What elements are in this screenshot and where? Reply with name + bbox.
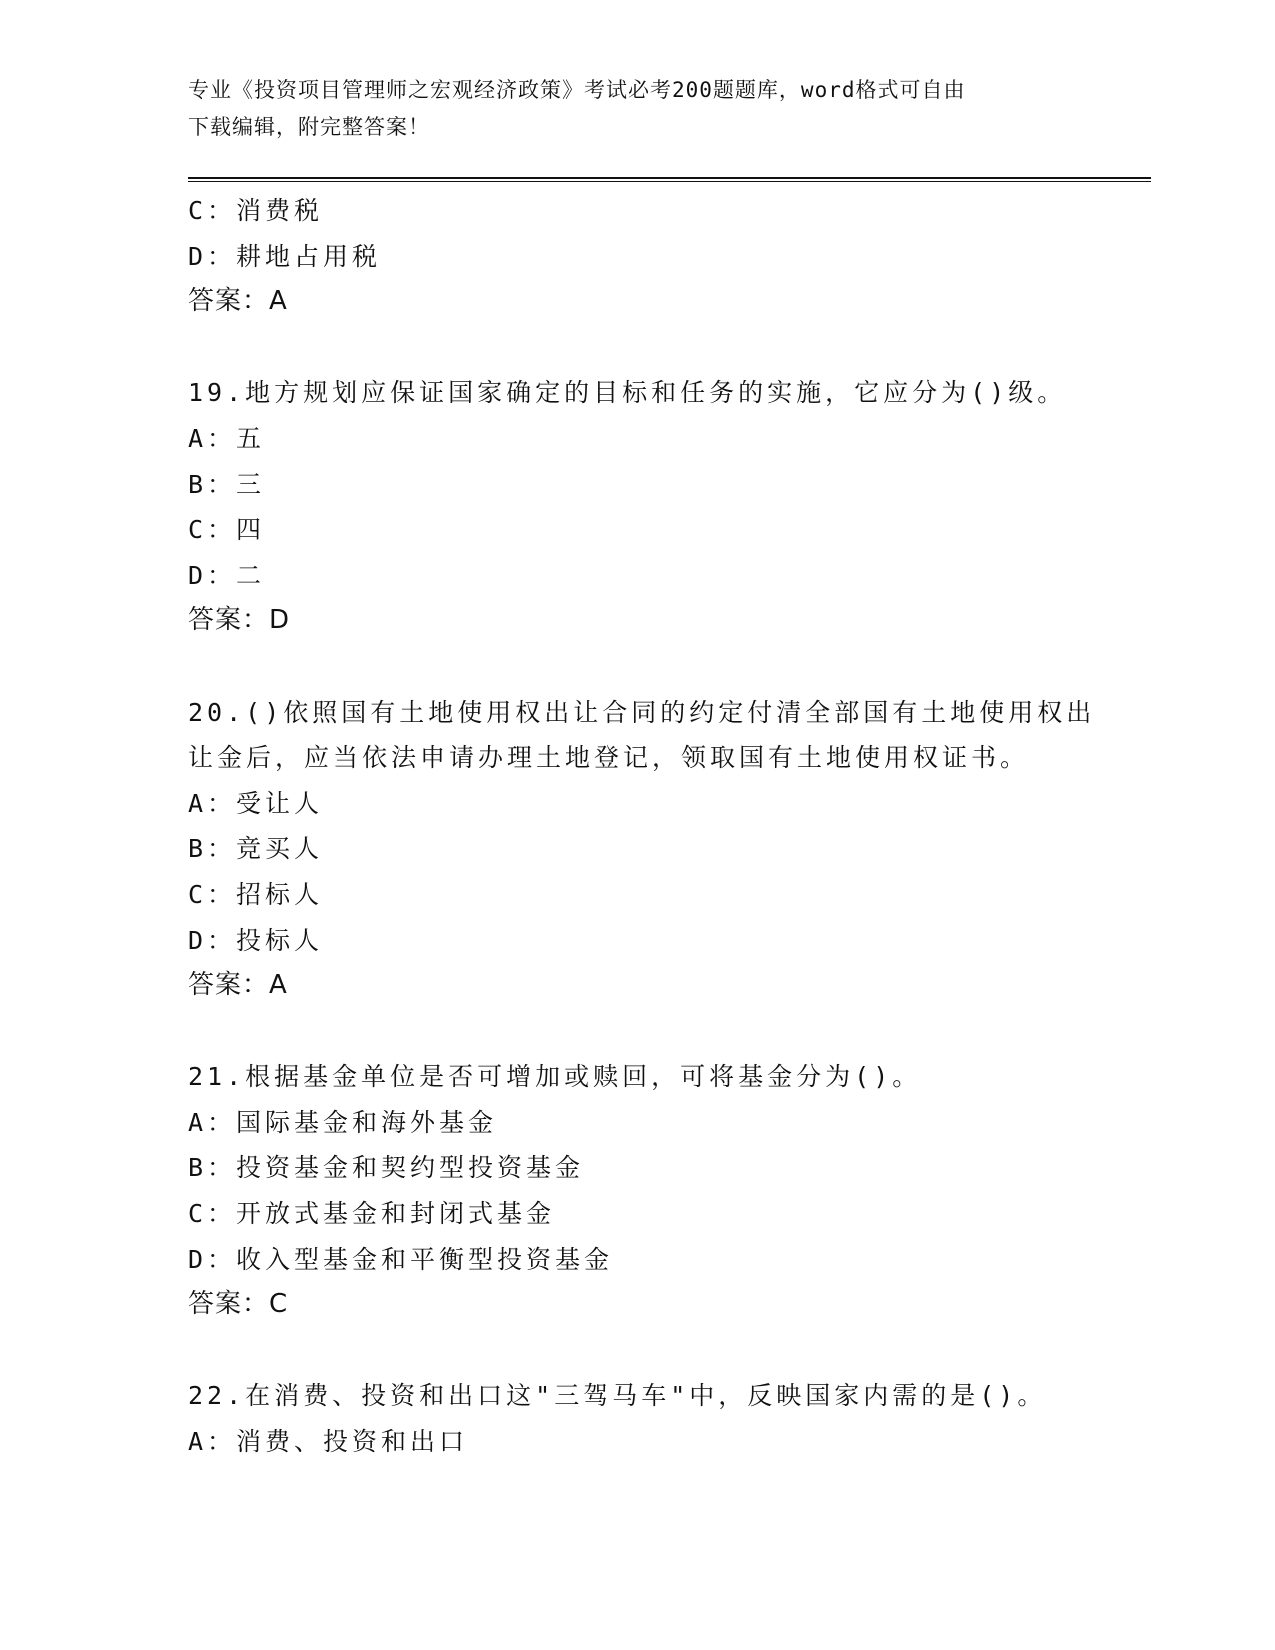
spacer bbox=[188, 1328, 1088, 1374]
header-line-1: 专业《投资项目管理师之宏观经济政策》考试必考200题题库，word格式可自由 bbox=[188, 78, 966, 102]
spacer bbox=[188, 1009, 1088, 1055]
question-content bbox=[188, 188, 1096, 1465]
header-rule bbox=[188, 177, 1151, 182]
option-b: B：三 bbox=[188, 469, 266, 499]
option-a: A：五 bbox=[188, 423, 266, 453]
question-22 bbox=[188, 1373, 1088, 1464]
option-b: B：投资基金和契约型投资基金 bbox=[188, 1153, 585, 1183]
option-d: D：耕地占用税 bbox=[188, 241, 382, 271]
option-c: C：四 bbox=[188, 515, 266, 545]
option-a: A：消费、投资和出口 bbox=[188, 1427, 469, 1457]
option-d: D：投标人 bbox=[188, 925, 324, 955]
option-d: D：二 bbox=[188, 560, 266, 590]
answer-line: 答案：C bbox=[188, 1289, 289, 1320]
answer-line: 答案：D bbox=[188, 605, 291, 636]
option-b: B：竞买人 bbox=[188, 834, 324, 864]
option-c: C：消费税 bbox=[188, 196, 324, 225]
document-header bbox=[188, 72, 1088, 146]
spacer bbox=[188, 644, 1088, 690]
header-line-2: 下载编辑，附完整答案！ bbox=[188, 115, 430, 139]
question-18-tail bbox=[188, 188, 1088, 325]
option-d: D：收入型基金和平衡型投资基金 bbox=[188, 1244, 614, 1274]
question-20 bbox=[188, 690, 1096, 1009]
question-stem-continued: 让金后，应当依法申请办理土地登记，领取国有土地使用权证书。 bbox=[188, 743, 1030, 773]
question-stem: 22.在消费、投资和出口这"三驾马车"中，反映国家内需的是()。 bbox=[188, 1381, 1047, 1411]
answer-line: 答案：A bbox=[188, 286, 288, 317]
option-c: C：招标人 bbox=[188, 879, 324, 909]
question-stem: 19.地方规划应保证国家确定的目标和任务的实施，它应分为()级。 bbox=[188, 378, 1067, 408]
option-c: C：开放式基金和封闭式基金 bbox=[188, 1199, 556, 1229]
question-21 bbox=[188, 1054, 1088, 1328]
spacer bbox=[188, 325, 1088, 371]
question-stem: 21.根据基金单位是否可增加或赎回，可将基金分为()。 bbox=[188, 1062, 922, 1092]
option-a: A：国际基金和海外基金 bbox=[188, 1107, 498, 1137]
option-a: A：受让人 bbox=[188, 788, 324, 818]
question-19 bbox=[188, 370, 1088, 644]
answer-line: 答案：A bbox=[188, 970, 288, 1001]
question-stem: 20.()依照国有土地使用权出让合同的约定付清全部国有土地使用权出 bbox=[188, 697, 1096, 727]
